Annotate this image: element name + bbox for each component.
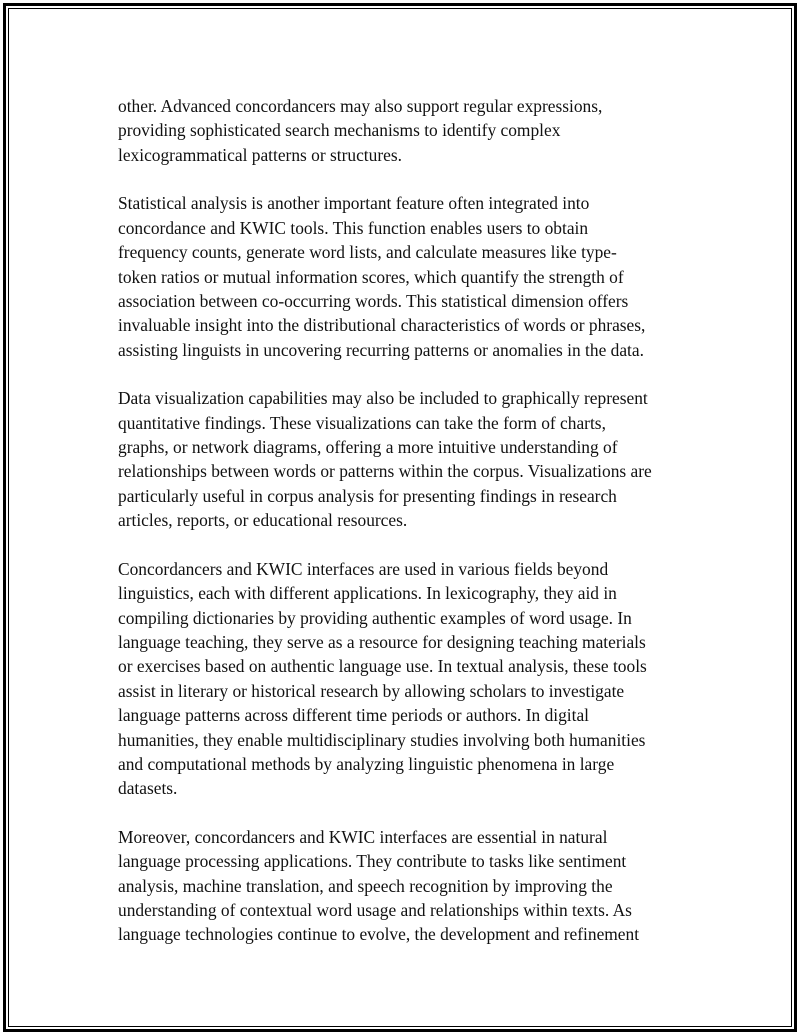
paragraph-data-visualization	[118, 386, 698, 532]
text-line: Statistical analysis is another important feature often integrated into	[118, 193, 590, 214]
text-line: assisting linguists in uncovering recurring patterns or anomalies in the data.	[118, 339, 644, 360]
text-line: lexicogrammatical patterns or structures.	[118, 144, 402, 165]
text-line: language processing applications. They contribute to tasks like sentiment	[118, 851, 627, 872]
text-line: or exercises based on authentic language use. In textual analysis, these tools	[118, 656, 647, 677]
text-line: compiling dictionaries by providing authentic examples of word usage. In	[118, 607, 632, 628]
text-line: Data visualization capabilities may also be included to graphically represent	[118, 388, 648, 409]
text-line: Moreover, concordancers and KWIC interfaces are essential in natural	[118, 826, 608, 847]
text-line: other. Advanced concordancers may also support regular expressions,	[118, 96, 603, 116]
text-line: understanding of contextual word usage and relationships within texts. As	[118, 900, 632, 921]
text-line: graphs, or network diagrams, offering a more intuitive understanding of	[118, 437, 618, 458]
text-line: language patterns across different time periods or authors. In digital	[118, 705, 590, 726]
text-line: token ratios or mutual information scores, which quantify the strength of	[118, 266, 624, 287]
text-line: concordance and KWIC tools. This function enables users to obtain	[118, 217, 589, 238]
text-line: association between co-occurring words. This statistical dimension offers	[118, 290, 629, 311]
text-line: Concordancers and KWIC interfaces are used in various fields beyond	[118, 558, 609, 579]
paragraph-regex-support	[118, 94, 698, 167]
document-body	[118, 94, 698, 971]
text-line: language technologies continue to evolve, the development and refinement	[118, 924, 640, 945]
paragraph-statistical-analysis	[118, 191, 698, 362]
paragraph-nlp	[118, 825, 698, 947]
text-line: particularly useful in corpus analysis for presenting findings in research	[118, 485, 617, 506]
text-line: and computational methods by analyzing linguistic phenomena in large	[118, 753, 615, 774]
text-line: linguistics, each with different applications. In lexicography, they aid in	[118, 583, 617, 604]
text-line: humanities, they enable multidisciplinary studies involving both humanities	[118, 729, 646, 750]
text-line: language teaching, they serve as a resource for designing teaching materials	[118, 631, 646, 652]
text-line: quantitative findings. These visualizations can take the form of charts,	[118, 412, 606, 433]
text-line: invaluable insight into the distributional characteristics of words or phrases,	[118, 315, 646, 336]
text-line: analysis, machine translation, and speech recognition by improving the	[118, 875, 613, 896]
text-line: providing sophisticated search mechanisms to identify complex	[118, 120, 561, 141]
paragraph-applications	[118, 557, 698, 801]
text-line: assist in literary or historical research by allowing scholars to investigate	[118, 680, 625, 701]
text-line: frequency counts, generate word lists, and calculate measures like type-	[118, 242, 617, 263]
text-line: articles, reports, or educational resources.	[118, 510, 408, 531]
text-line: relationships between words or patterns within the corpus. Visualizations are	[118, 461, 652, 482]
text-line: datasets.	[118, 778, 178, 799]
